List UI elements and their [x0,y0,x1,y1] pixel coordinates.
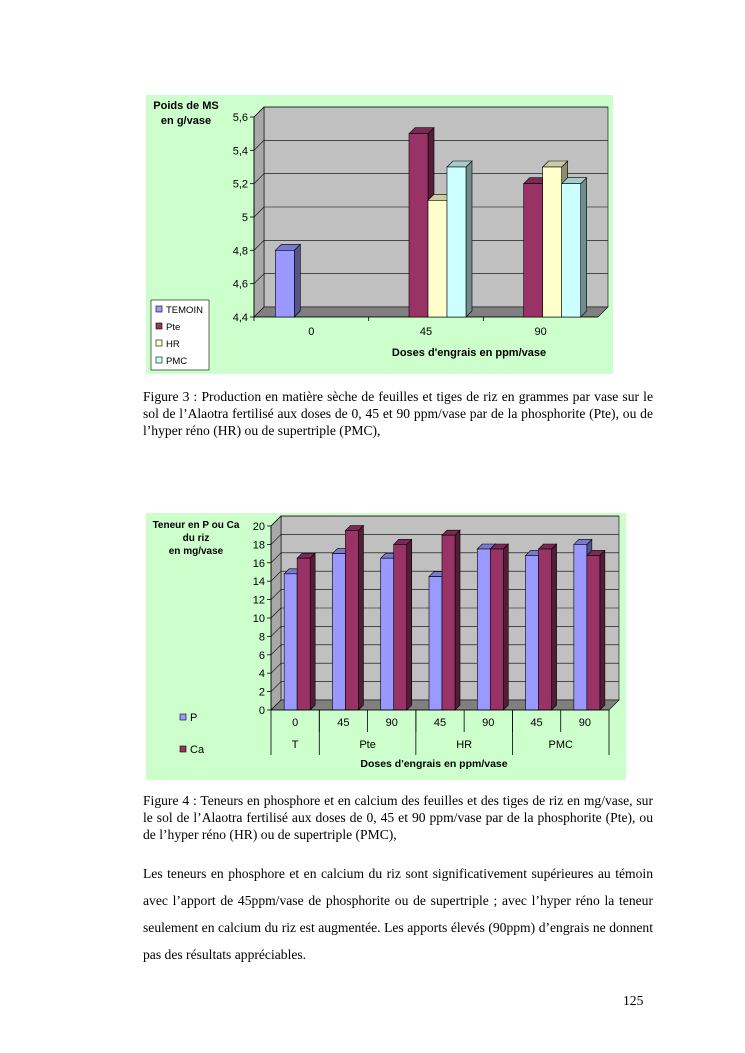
legend-swatch-pmc [156,357,162,363]
y-tick-label: 14 [252,576,265,589]
legend-label-ca: Ca [190,744,205,756]
y-tick-label: 10 [252,613,265,625]
body-paragraph: Les teneurs en phosphore et en calcium du riz sont significativement supérieures au témoin avec l’apport de 45ppm/vase de phosphorite ou de supertriple ; avec l’hyper réno la teneur seulement en calcium du riz est augmentée. Les apports élevés (90ppm) d’engrais ne donnent pas des résultats appréciables. [143,866,653,962]
bar-p [381,558,394,710]
bar-pmc [562,184,581,317]
bar-hr [543,167,562,317]
group-label: HR [456,739,473,751]
bar-ca-side [503,544,508,710]
bar-ca [442,535,455,710]
bar-ca-side [455,530,460,710]
x-tick-label: 90 [385,717,398,729]
x-tick-label: 0 [292,717,299,729]
legend-label-p: P [190,712,198,724]
y-axis-title-line: en g/vase [160,115,212,127]
y-tick-label: 6 [258,649,265,662]
bar-ca [587,555,600,710]
y-axis-title-line: Poids de MS [153,100,219,112]
bar-ca [539,549,552,710]
bar-pmc-side [581,178,587,317]
y-tick-label: 4,8 [232,245,248,258]
figure-4-svg [146,513,626,780]
bar-temoin [275,250,294,317]
figure-4-chart [146,513,626,780]
y-tick-label: 8 [258,631,265,644]
legend-swatch-ca [180,746,186,752]
y-tick-label: 0 [258,705,265,717]
group-label: Pte [359,739,376,751]
bar-ca-side [310,553,315,710]
x-tick-label: 0 [308,326,315,338]
bar-ca-side [552,544,557,710]
y-tick-label: 4,4 [232,312,248,324]
y-tick-label: 4 [258,668,265,681]
figure-4-caption: Figure 4 : Teneurs en phosphore et en calcium des feuilles et des tiges de riz en mg/vase, sur le sol de l’Alaotra fertilisé aux doses de 0, 45 et 90 ppm/vase par de la phosphorite (Pte), ou de l’hyper réno (HR) ou de supertriple (PMC), [143,793,653,842]
legend-swatch-hr [156,340,162,346]
x-tick-label: 90 [578,717,591,729]
y-tick-label: 5,6 [232,112,248,124]
bar-temoin-side [294,244,300,317]
bar-pte [524,184,543,317]
bar-p [526,555,539,710]
x-tick-label: 45 [337,717,350,729]
group-label: PMC [548,739,573,751]
bar-hr [428,200,447,317]
y-tick-label: 5,4 [232,145,248,158]
figure-3-caption: Figure 3 : Production en matière sèche de feuilles et tiges de riz en grammes par vase sur le sol de l’Alaotra fertilisé aux doses de 0, 45 et 90 ppm/vase par de la phosphorite (Pte), ou de l’hyper réno (HR) ou de supertriple (PMC), [143,389,653,438]
bar-p [477,549,490,710]
bar-pmc [447,167,466,317]
bar-ca-side [358,526,363,710]
y-tick-label: 18 [252,539,265,552]
bar-p [284,574,297,710]
y-tick-label: 20 [252,521,265,533]
figure-3-svg [146,95,613,374]
y-tick-label: 2 [258,686,265,699]
y-tick-label: 16 [252,557,265,570]
legend-swatch-pte [156,323,162,329]
legend-label-pte: Pte [166,322,181,333]
bar-p [574,544,587,710]
group-label: T [291,739,299,751]
y-axis-title-line: du riz [182,533,210,544]
page-number: 125 [623,993,644,1008]
y-tick-label: 4,6 [232,278,248,291]
x-tick-label: 45 [433,717,447,729]
x-axis-title: Doses d'engrais en ppm/vase [391,347,547,359]
legend-label-pmc: PMC [166,356,188,367]
bar-p [332,554,345,710]
bar-ca [297,558,310,710]
x-axis-title: Doses d'engrais en ppm/vase [360,758,508,770]
x-tick-label: 90 [534,326,547,338]
figure-3-chart [146,95,613,374]
legend-swatch-p [180,714,186,720]
bar-p [429,577,442,710]
y-axis-title-line: Teneur en P ou Ca [152,520,240,531]
bar-ca [490,549,503,710]
legend-swatch-temoin [156,306,162,312]
bar-ca-side [600,550,605,710]
x-tick-label: 45 [530,717,543,729]
legend-label-hr: HR [166,339,180,350]
bar-ca-side [407,539,412,710]
y-axis-title-line: en mg/vase [168,546,224,557]
legend-label-temoin: TEMOIN [166,305,203,316]
bar-pmc-side [466,161,472,317]
bar-ca [394,544,407,710]
y-tick-label: 5,2 [232,178,248,191]
y-tick-label: 5 [241,212,248,224]
bar-ca [345,531,358,710]
x-tick-label: 90 [482,717,495,729]
y-tick-label: 12 [252,594,265,607]
x-tick-label: 45 [419,326,433,338]
bar-pte [409,134,428,317]
